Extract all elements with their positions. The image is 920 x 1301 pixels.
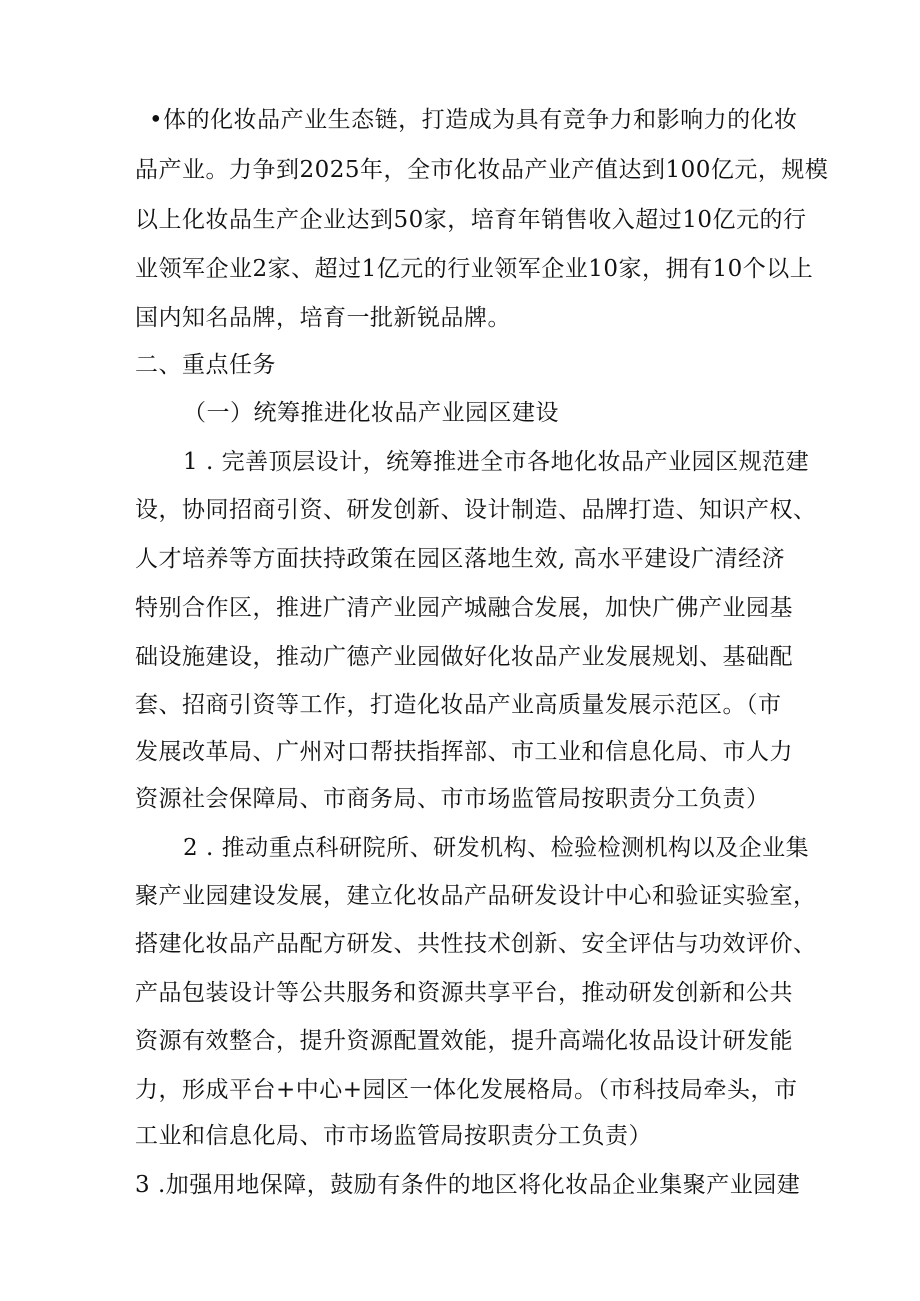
- text-line: 资源有效整合，提升资源配置效能，提升高端化妆品设计研发能: [135, 1028, 793, 1054]
- text-line: 2 . 推动重点科研院所、研发机构、检验检测机构以及企业集: [183, 835, 810, 861]
- text-line: 础设施建设，推动广德产业园做好化妆品产业发展规划、基础配: [135, 644, 793, 670]
- text-line: 业领军企业2家、超过1亿元的行业领军企业10家，拥有10个以上: [135, 256, 814, 282]
- text-line: 力，形成平台+中心+园区一体化发展格局。（市科技局牵头，市: [135, 1077, 798, 1103]
- text-line: 套、招商引资等工作，打造化妆品产业高质量发展示范区。（市: [135, 692, 782, 718]
- text-line: 特别合作区，推进广清产业园产城融合发展，加快广佛产业园基: [135, 595, 793, 621]
- text-line: 以上化妆品生产企业达到50家，培育年销售收入超过10亿元的行: [135, 207, 807, 233]
- text-line: 聚产业园建设发展，建立化妆品产品研发设计中心和验证实验室，: [135, 883, 817, 909]
- text-line: 人才培养等方面扶持政策在园区落地生效, 高水平建设广清经济: [135, 546, 786, 572]
- text-line: 资源社会保障局、市商务局、市市场监管局按职责分工负责）: [135, 786, 770, 812]
- subsection-heading: （一）统筹推进化妆品产业园区建设: [183, 400, 559, 426]
- section-heading: 二、重点任务: [135, 352, 276, 378]
- text-line: 设，协同招商引资、研发创新、设计制造、品牌打造、知识产权、: [135, 497, 817, 523]
- text-line: •体的化妆品产业生态链，打造成为具有竞争力和影响力的化妆: [149, 107, 798, 133]
- text-line: 工业和信息化局、市市场监管局按职责分工负责）: [135, 1123, 652, 1149]
- text-line: 产品包装设计等公共服务和资源共享平台，推动研发创新和公共: [135, 980, 793, 1006]
- text-line: 国内知名品牌，培育一批新锐品牌。: [135, 305, 511, 331]
- text-line: 发展改革局、广州对口帮扶指挥部、市工业和信息化局、市人力: [135, 739, 793, 765]
- text-line: 搭建化妆品产品配方研发、共性技术创新、安全评估与功效评价、: [135, 931, 817, 957]
- text-line: 3 .加强用地保障，鼓励有条件的地区将化妆品企业集聚产业园建: [135, 1172, 801, 1198]
- text-line: 品产业。力争到2025年，全市化妆品产业产值达到100亿元，规模: [135, 157, 829, 183]
- text-line: 1 . 完善顶层设计，统筹推进全市各地化妆品产业园区规范建: [183, 449, 810, 475]
